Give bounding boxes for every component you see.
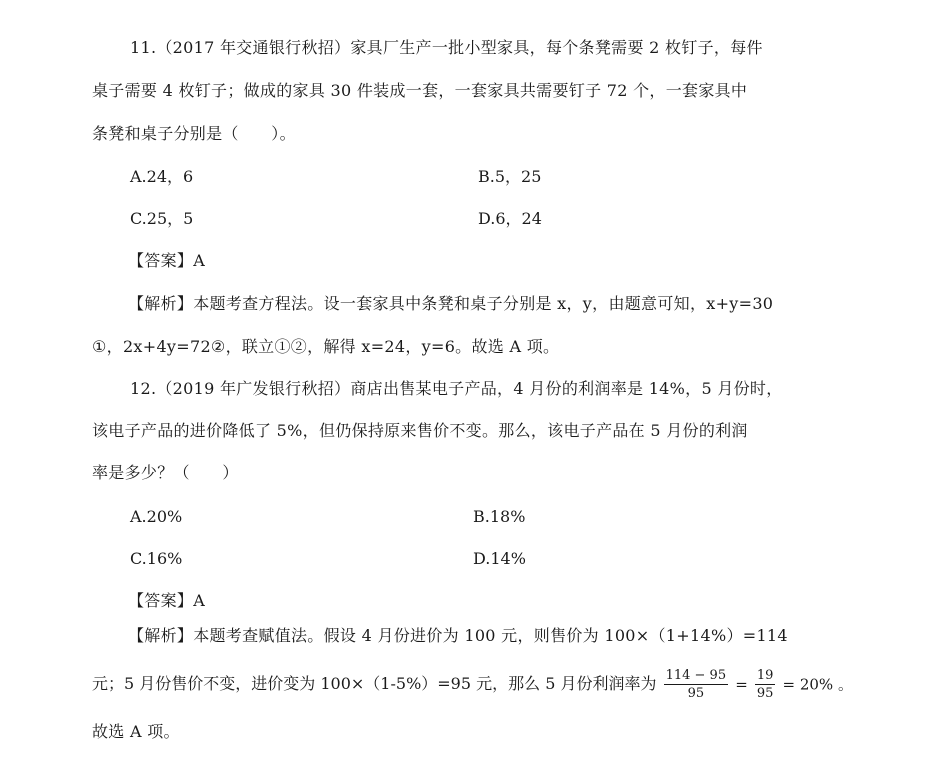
- q12-analysis-line-2: [92, 664, 852, 705]
- q11-option-c: C.25，5: [130, 209, 194, 228]
- q11-option-d: D.6，24: [478, 209, 542, 228]
- q11-answer: 【答案】A: [128, 251, 206, 270]
- q12-option-a: A.20%: [130, 507, 183, 526]
- q11-stem-line-3: 条凳和桌子分别是（ ）。: [92, 124, 296, 143]
- q11-option-b: B.5，25: [478, 167, 542, 186]
- q12-analysis-line-2-text: 元；5 月份售价不变，进价变为 100×（1-5%）=95 元，那么 5 月份利润率为: [92, 674, 657, 693]
- q11-stem-line-2: 桌子需要 4 枚钉子；做成的家具 30 件装成一套，一套家具共需要钉子 72 个，一套家具中: [92, 81, 748, 100]
- fraction-114-minus-95-over-95: [664, 668, 729, 701]
- fraction-2-numerator: 19: [756, 668, 774, 683]
- fraction-1-numerator: 114 − 95: [665, 668, 727, 683]
- q12-stem-line-1: 12.（2019 年广发银行秋招）商店出售某电子产品，4 月份的利润率是 14%，5 月份时，: [130, 379, 783, 398]
- q12-option-c: C.16%: [130, 549, 183, 568]
- q11-analysis-line-2: ①，2x+4y=72②，联立①②，解得 x=24，y=6。故选 A 项。: [92, 337, 560, 356]
- q12-option-b: B.18%: [473, 507, 526, 526]
- q11-option-a: A.24，6: [130, 167, 194, 186]
- q12-stem-line-2: 该电子产品的进价降低了 5%，但仍保持原来售价不变。那么，该电子产品在 5 月份的利润: [92, 421, 748, 440]
- q12-analysis-line-3: 故选 A 项。: [92, 722, 180, 741]
- q11-stem-line-1: 11.（2017 年交通银行秋招）家具厂生产一批小型家具，每个条凳需要 2 枚钉子，每件: [130, 38, 763, 57]
- fraction-1-denominator: 95: [687, 686, 705, 701]
- q12-stem-line-3: 率是多少？（ ）: [92, 463, 239, 482]
- q11-analysis-line-1: 【解析】本题考查方程法。设一套家具中条凳和桌子分别是 x，y，由题意可知，x+y=30: [128, 294, 774, 313]
- result-20-percent: = 20% 。: [782, 675, 853, 694]
- q12-option-d: D.14%: [473, 549, 526, 568]
- fraction-2-denominator: 95: [756, 686, 774, 701]
- fraction-19-over-95: [755, 668, 776, 701]
- q12-answer: 【答案】A: [128, 591, 206, 610]
- equals-sign: =: [735, 675, 748, 694]
- q12-analysis-line-1: 【解析】本题考查赋值法。假设 4 月份进价为 100 元，则售价为 100×（1+14%）=114: [128, 626, 788, 645]
